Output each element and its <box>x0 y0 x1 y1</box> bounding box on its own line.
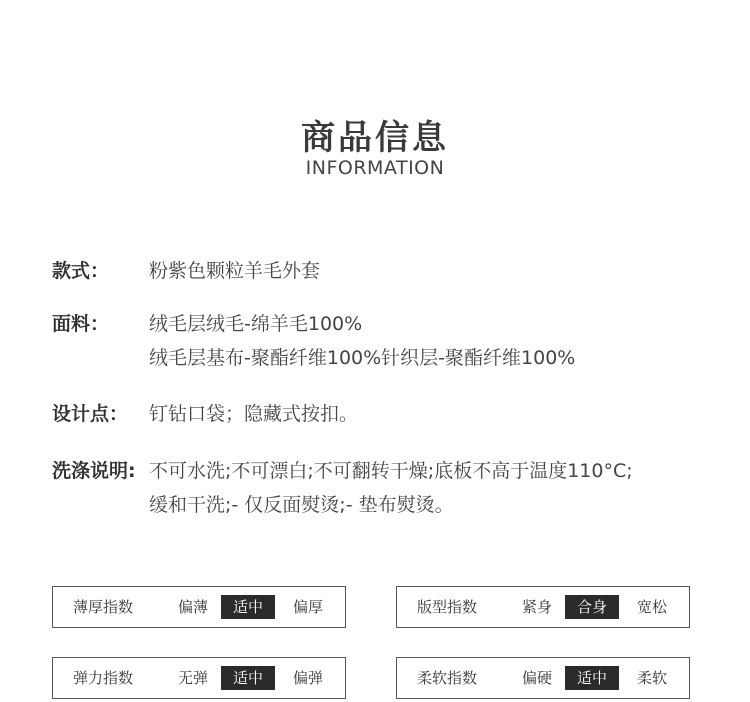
index-softness <box>396 657 690 699</box>
page-subtitle: INFORMATION <box>305 157 445 179</box>
index-elasticity-option: 偏弹 <box>292 669 323 687</box>
spec-style-line: 粉紫色颗粒羊毛外套 <box>149 260 321 282</box>
spec-care-line: 缓和干洗;- 仅反面熨烫;- 垫布熨烫。 <box>149 494 454 516</box>
page-title: 商品信息 <box>301 118 449 158</box>
spec-fabric-label: 面料： <box>52 313 110 335</box>
index-fit-name: 版型指数 <box>417 598 478 616</box>
index-softness-option: 柔软 <box>636 669 667 687</box>
spec-design-line: 钉钻口袋；隐藏式按扣。 <box>149 403 359 425</box>
index-thickness <box>52 586 346 628</box>
index-fit <box>396 586 690 628</box>
index-thickness-option: 偏厚 <box>292 598 323 616</box>
spec-fabric-line: 绒毛层绒毛-绵羊毛100% <box>149 313 363 335</box>
spec-care-label: 洗涤说明: <box>52 460 136 482</box>
spec-care-value <box>149 454 633 522</box>
spec-design-label: 设计点： <box>52 403 129 425</box>
spec-fabric-line: 绒毛层基布-聚酯纤维100%针织层-聚酯纤维100% <box>149 347 576 369</box>
spec-style-label: 款式： <box>52 260 110 282</box>
spec-design-value <box>149 397 358 431</box>
index-thickness-option: 适中 <box>221 595 275 619</box>
index-fit-option: 紧身 <box>521 598 552 616</box>
index-fit-option: 合身 <box>565 595 619 619</box>
index-elasticity-option: 无弹 <box>177 669 208 687</box>
spec-style-value <box>149 254 320 288</box>
index-elasticity <box>52 657 346 699</box>
index-softness-name: 柔软指数 <box>417 669 478 687</box>
index-softness-option: 偏硬 <box>521 669 552 687</box>
index-fit-option: 宽松 <box>636 598 667 616</box>
spec-fabric-value <box>149 307 575 375</box>
spec-care-line: 不可水洗;不可漂白;不可翻转干燥;底板不高于温度110°C; <box>149 460 633 482</box>
index-softness-option: 适中 <box>565 666 619 690</box>
index-elasticity-option: 适中 <box>221 666 275 690</box>
index-thickness-name: 薄厚指数 <box>73 598 134 616</box>
index-thickness-option: 偏薄 <box>177 598 208 616</box>
index-elasticity-name: 弹力指数 <box>73 669 134 687</box>
